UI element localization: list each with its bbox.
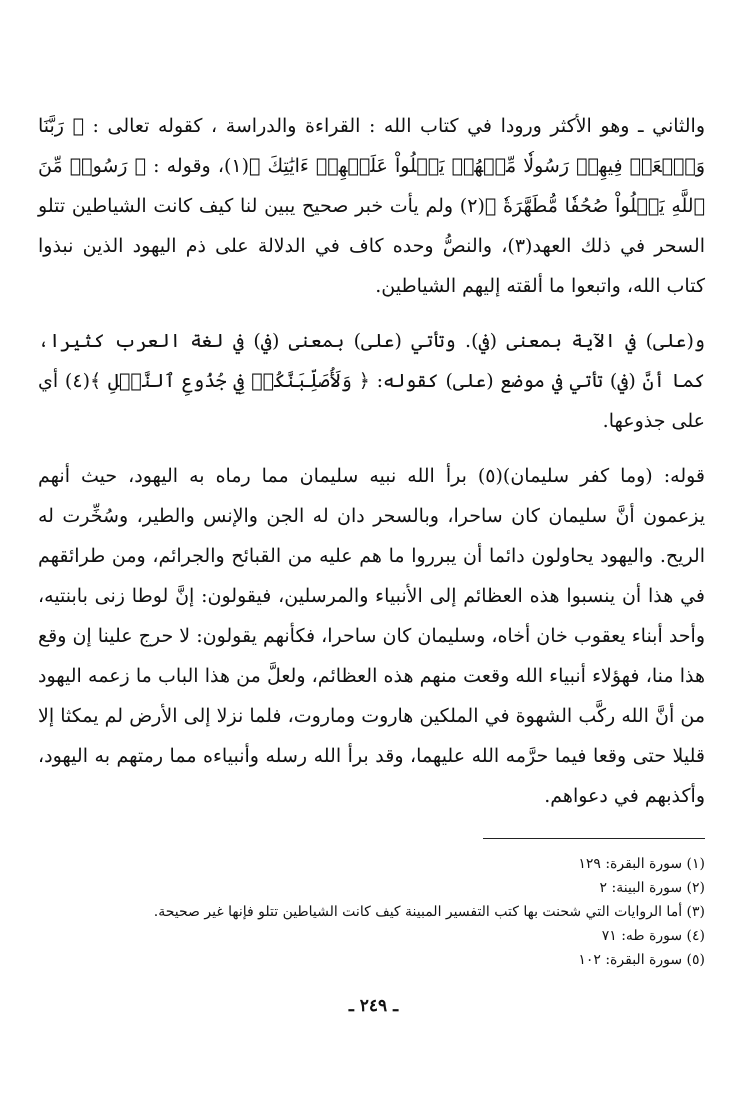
footnotes xyxy=(40,852,705,972)
paragraph-sulayman: قوله: (وما كفر سليمان)(٥) برأ الله نبيه سليمان مما رماه به اليهود، حيث أنهم يزعمون أنَّ سليمان كان ساحرا، وبالسحر دان له الجن والإنس والطير، وسُخِّرت له الريح. واليهود يحاولون دائما أن يبرروا ما هم عليه من القبائح والجرائم، ومن طرائقهم في هذا أن ينسبوا هذه العظائم إلى الأنبياء والمرسلين، فيقولون: إنَّ لوطا زنى بابنتيه، وأحد أبناء يعقوب خان أخاه، وسليمان كان ساحرا، فكأنهم يقولون: لا حرج علينا إن وقع هذا منا، فهؤلاء أنبياء الله وقعت منهم هذه العظائم، ولعلَّ من هذا الباب ما زعمه اليهود من أنَّ الله ركَّب الشهوة في الملكين هاروت وماروت، فلما نزلا إلى الأرض لم يمكثا إلا قليلا حتى وقعا فيما حرَّمه الله عليهما، وقد برأ الله رسله وأنبياءه مما رمتهم به اليهود، وأكذبهم في دعواهم. xyxy=(38,465,706,807)
main-text xyxy=(38,106,705,816)
footnote-1: (١) سورة البقرة: ١٢٩ xyxy=(578,856,705,872)
footnote-divider xyxy=(483,838,705,839)
paragraph-ala-meaning: و(على) في الآية بمعنى (في). وتأتي (على) بمعنى (في) في لغة العرب كثيرا، كما أنَّ (في) تأتي في موضع (على) كقوله: ﴿ وَلَأُصَلِّبَنَّكُمۡ فِي جُذُوعِ ٱلنَّخۡلِ ﴾(٤) أي على جذوعها. xyxy=(38,330,705,432)
footnote-5: (٥) سورة البقرة: ١٠٢ xyxy=(578,952,705,968)
footnote-2: (٢) سورة البينة: ٢ xyxy=(599,880,705,896)
paragraph-reading-meaning: والثاني ـ وهو الأكثر ورودا في كتاب الله : القراءة والدراسة ، كقوله تعالى : ﴿ رَبَّنَا وَٱبۡعَثۡ فِيهِمۡ رَسُولٗا مِّنۡهُمۡ يَتۡلُواْ عَلَيۡهِمۡ ءَايَٰتِكَ ﴾(١)، وقوله : ﴿ رَسُولٞ مِّنَ ٱللَّهِ يَتۡلُواْ صُحُفٗا مُّطَهَّرَةٗ ﴾(٢) ولم يأت خبر صحيح يبين لنا كيف كانت الشياطين تتلو السحر في ذلك العهد(٣)، والنصُّ وحده كاف في الدلالة على ذم اليهود الذين نبذوا كتاب الله، واتبعوا ما ألقته إليهم الشياطين. xyxy=(38,115,706,297)
footnote-3: (٣) أما الروايات التي شحنت بها كتب التفسير المبينة كيف كانت الشياطين تتلو فإنها غير صحيحة. xyxy=(153,904,705,920)
page-number: ـ ٢٤٩ ـ xyxy=(348,996,399,1016)
footnote-4: (٤) سورة طه: ٧١ xyxy=(601,928,705,944)
